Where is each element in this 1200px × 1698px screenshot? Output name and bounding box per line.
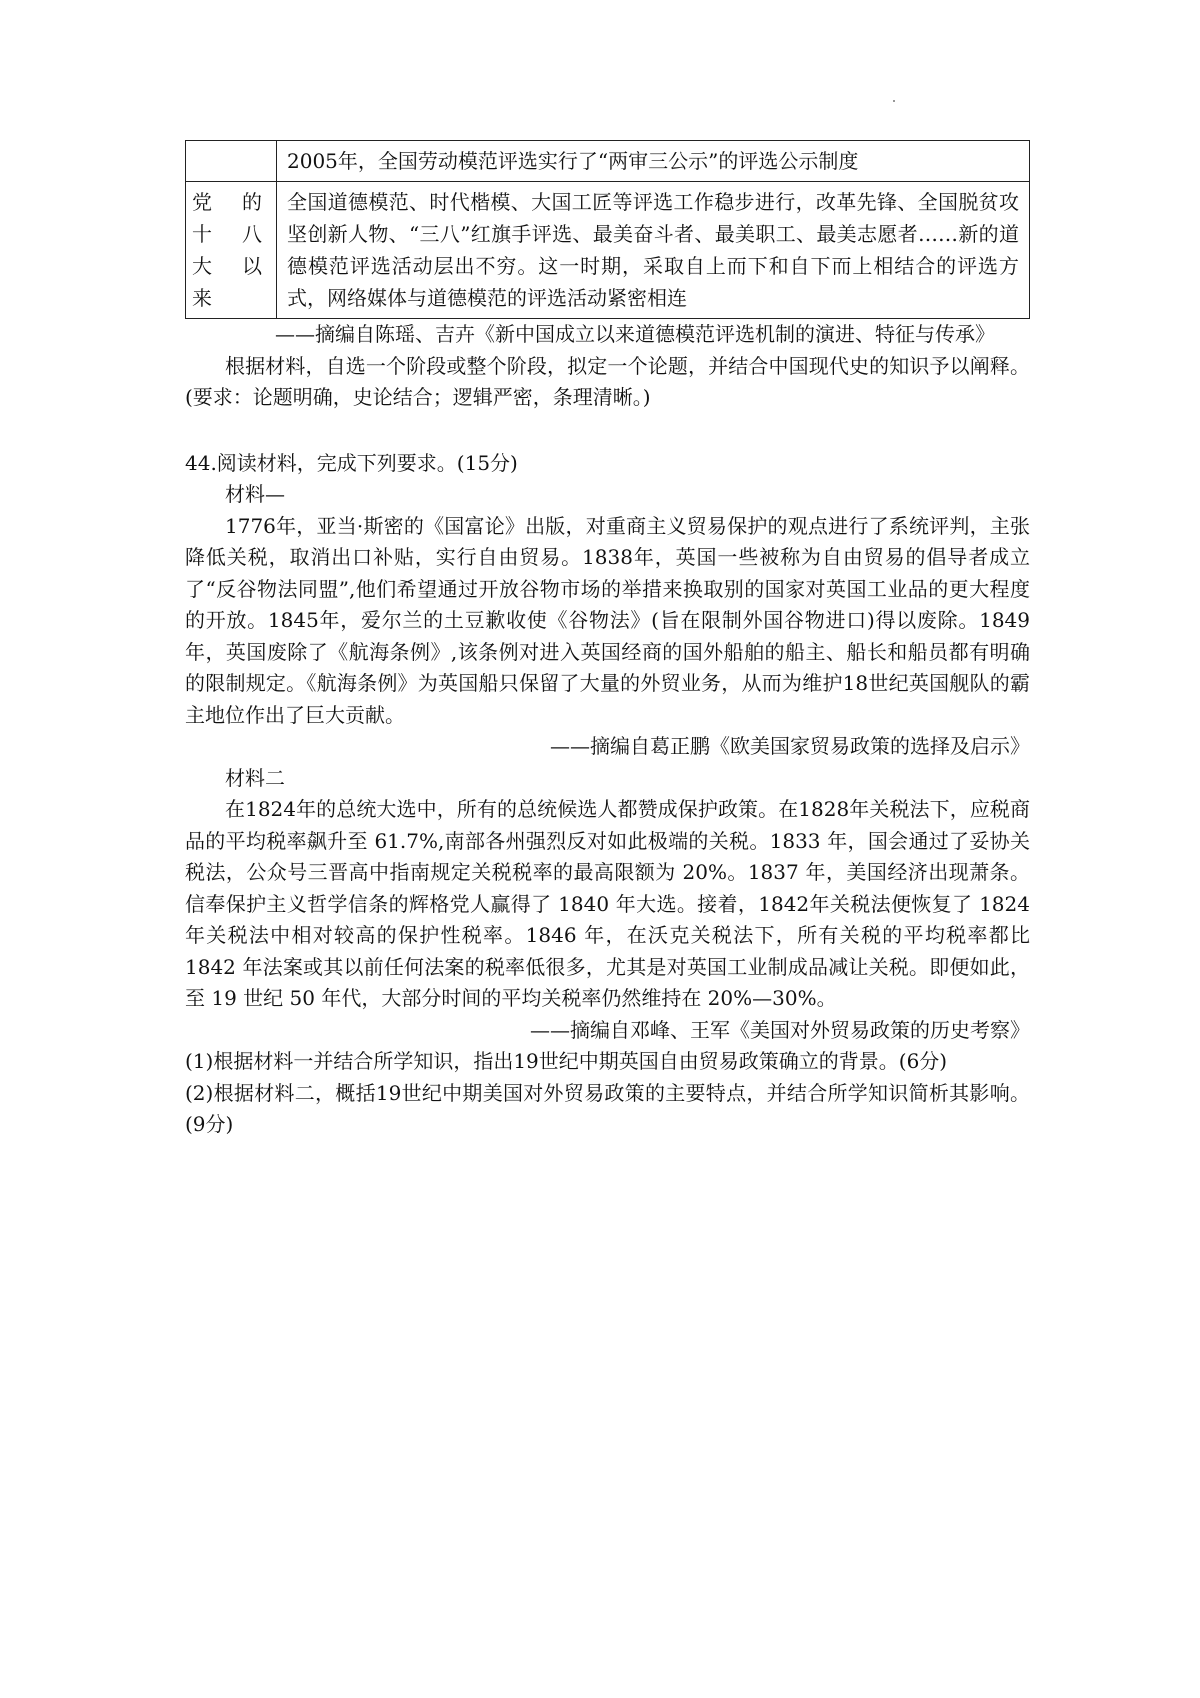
content-cell: 全国道德模范、时代楷模、大国工匠等评选工作稳步进行，改革先锋、全国脱贫攻坚创新人物、“三八”红旗手评选、最美奋斗者、最美职工、最美志愿者……新的道德模范评选活动层出不穷。这一时期，采取自上而下和自下而上相结合的评选方式，网络媒体与道德模范的评选活动紧密相连 <box>277 182 1030 319</box>
moral-model-table <box>185 140 1030 319</box>
material1-text: 1776年，亚当·斯密的《国富论》出版，对重商主义贸易保护的观点进行了系统评判，主张降低关税，取消出口补贴，实行自由贸易。1838年，英国一些被称为自由贸易的倡导者成立了“反谷物法同盟”,他们希望通过开放谷物市场的举措来换取别的国家对英国工业品的更大程度的开放。1845年，爱尔兰的土豆歉收使《谷物法》(旨在限制外国谷物进口)得以废除。1849年，英国废除了《航海条例》,该条例对进入英国经商的国外船舶的船主、船长和船员都有明确的限制规定。《航海条例》为英国船只保留了大量的外贸业务，从而为维护18世纪英国舰队的霸主地位作出了巨大贡献。 <box>185 513 1030 727</box>
q43-requirement: 根据材料，自选一个阶段或整个阶段，拟定一个论题，并结合中国现代史的知识予以阐释。(要求：论题明确，史论结合；逻辑严密，条理清晰。) <box>185 353 1030 409</box>
material1-label: 材料— <box>225 482 285 506</box>
material2-label: 材料二 <box>225 765 285 790</box>
material2-text: 在1824年的总统大选中，所有的总统候选人都赞成保护政策。在1828年关税法下，应税商品的平均税率飙升至 61.7%,南部各州强烈反对如此极端的关税。1833 年，国会通过了妥协关税法，公众号三晋高中指南规定关税税率的最高限额为 20%。1837 年，美国经济出现萧条。信奉保护主义哲学信条的辉格党人赢得了 1840 年大选。接着，1842年关税法便恢复了 1824 年关税法中相对较高的保护性税率。1846 年，在沃克关税法下，所有关税的平均税率都比 1842 年法案或其以前任何法案的税率低很多，尤其是对英国工业制成品减让关税。即便如此，至 19 世纪 50 年代，大部分时间的平均关税率仍然维持在 20%—30%。 <box>185 797 1030 1010</box>
q43-source: ——摘编自陈瑶、吉卉《新中国成立以来道德模范评选机制的演进、特征与传承》 <box>275 322 995 346</box>
q44-heading: 44.阅读材料，完成下列要求。(15分) <box>185 450 518 475</box>
period-cell: 党的十八大以来 <box>186 182 277 319</box>
sub-question-2: (2)根据材料二，概括19世纪中期美国对外贸易政策的主要特点，并结合所学知识简析其影响。(9分) <box>185 1080 1030 1136</box>
table-row <box>186 141 1030 182</box>
content-cell: 2005年，全国劳动模范评选实行了“两审三公示”的评选公示制度 <box>277 141 1030 182</box>
scan-speck <box>893 100 895 102</box>
period-cell <box>186 141 277 182</box>
document-page <box>185 140 1030 1141</box>
material1-source: ——摘编自葛正鹏《欧美国家贸易政策的选择及启示》 <box>550 734 1030 758</box>
sub-question-1: (1)根据材料一并结合所学知识，指出19世纪中期英国自由贸易政策确立的背景。(6分) <box>185 1049 948 1073</box>
table-row <box>186 182 1030 319</box>
material2-source: ——摘编自邓峰、王军《美国对外贸易政策的历史考察》 <box>530 1017 1030 1042</box>
